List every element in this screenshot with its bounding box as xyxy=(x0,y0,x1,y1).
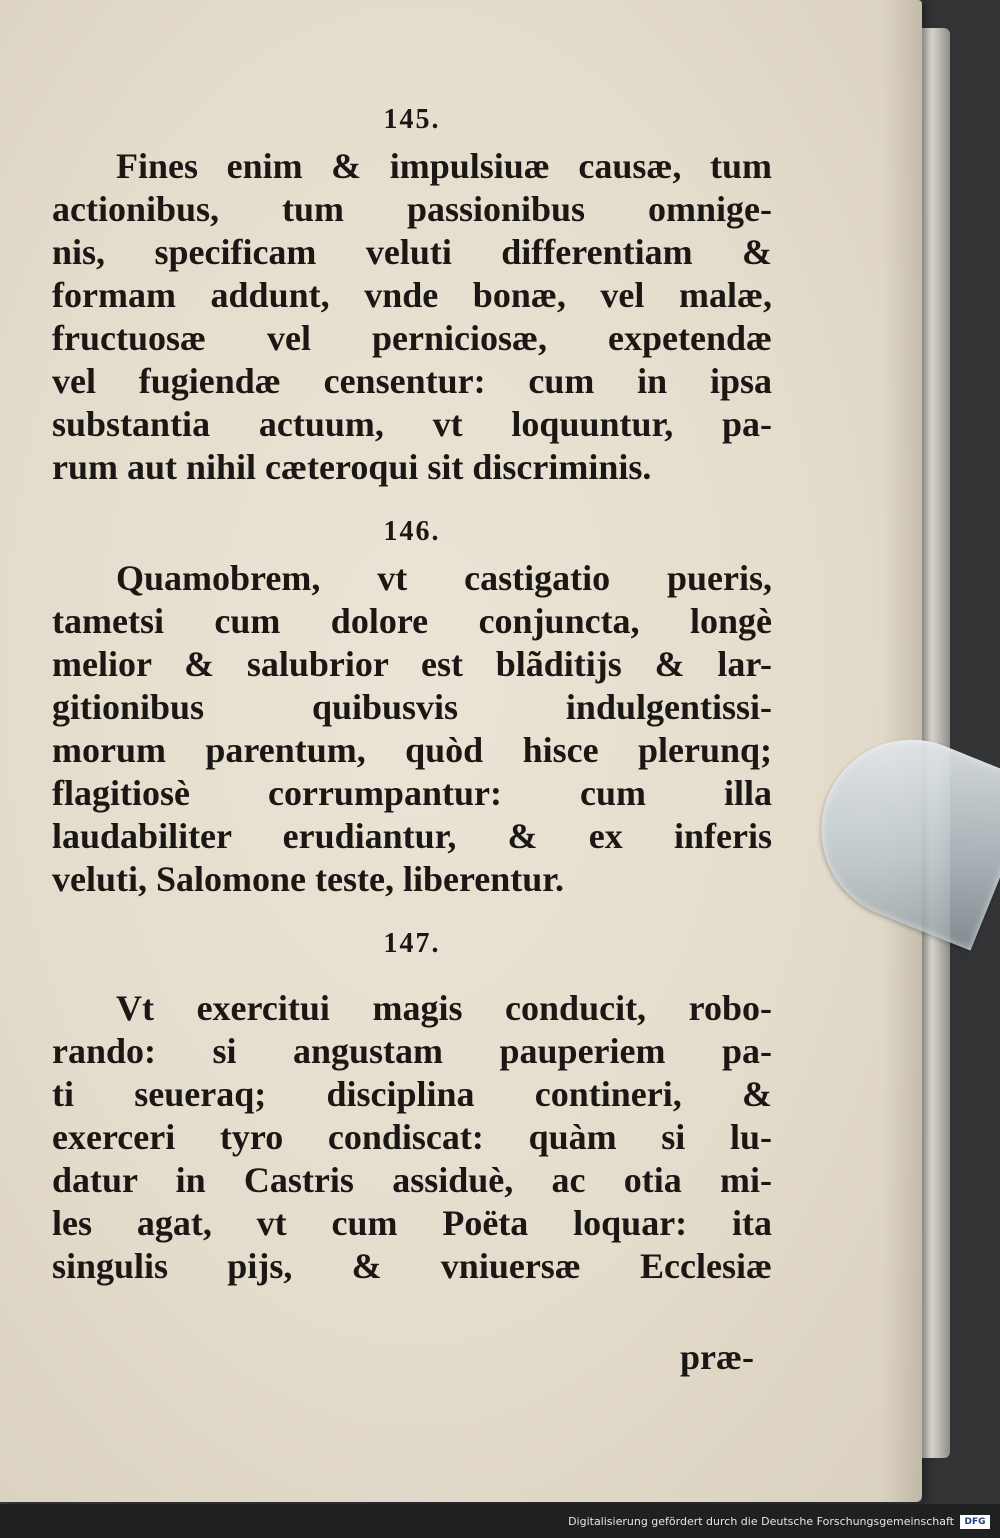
section-number-146: 146. xyxy=(383,516,441,547)
text-line: substantia actuum, vt loquuntur, pa- xyxy=(52,404,772,444)
text-line: rando: si angustam pauperiem pa- xyxy=(52,1031,772,1071)
text-line: veluti, Salomone teste, liberentur. xyxy=(52,859,564,899)
text-line: nis, specificam veluti differentiam & xyxy=(52,232,772,272)
text-line: actionibus, tum passionibus omnige- xyxy=(52,189,772,229)
text-line: Fines enim & impulsiuæ causæ, tum xyxy=(116,146,772,186)
paragraph-147 xyxy=(52,987,772,1288)
text-line: fructuosæ vel perniciosæ, expetendæ xyxy=(52,318,772,358)
text-line: Vt exercitui magis conducit, robo- xyxy=(116,988,772,1028)
text-line: rum aut nihil cæteroqui sit discriminis. xyxy=(52,447,652,487)
text-line: ti seueraq; disciplina contineri, & xyxy=(52,1074,772,1114)
section-number-147: 147. xyxy=(383,928,441,959)
text-line: les agat, vt cum Poëta loquar: ita xyxy=(52,1203,772,1243)
paragraph-145 xyxy=(52,145,772,489)
paragraph-146 xyxy=(52,557,772,901)
text-line: melior & salubrior est blãditijs & lar- xyxy=(52,644,772,684)
text-line: gitionibus quibusvis indulgentissi- xyxy=(52,687,772,727)
funding-credit: Digitalisierung gefördert durch die Deutsche Forschungsgemeinschaft xyxy=(568,1515,954,1528)
footer-bar xyxy=(0,1504,1000,1538)
text-line: laudabiliter erudiantur, & ex inferis xyxy=(52,816,772,856)
text-line: Quamobrem, vt castigatio pueris, xyxy=(116,558,772,598)
dfg-logo-icon: DFG xyxy=(960,1515,990,1529)
text-line: singulis pijs, & vniuersæ Ecclesiæ xyxy=(52,1246,772,1286)
text-line: flagitiosè corrumpantur: cum illa xyxy=(52,773,772,813)
catchword: præ- xyxy=(680,1337,754,1377)
text-line: formam addunt, vnde bonæ, vel malæ, xyxy=(52,275,772,315)
page-text xyxy=(52,95,772,1288)
text-line: vel fugiendæ censentur: cum in ipsa xyxy=(52,361,772,401)
text-line: morum parentum, quòd hisce plerunq; xyxy=(52,730,772,770)
text-line: exerceri tyro condiscat: quàm si lu- xyxy=(52,1117,772,1157)
text-line: datur in Castris assiduè, ac otia mi- xyxy=(52,1160,772,1200)
section-number-145: 145. xyxy=(383,104,441,135)
text-line: tametsi cum dolore conjuncta, longè xyxy=(52,601,772,641)
